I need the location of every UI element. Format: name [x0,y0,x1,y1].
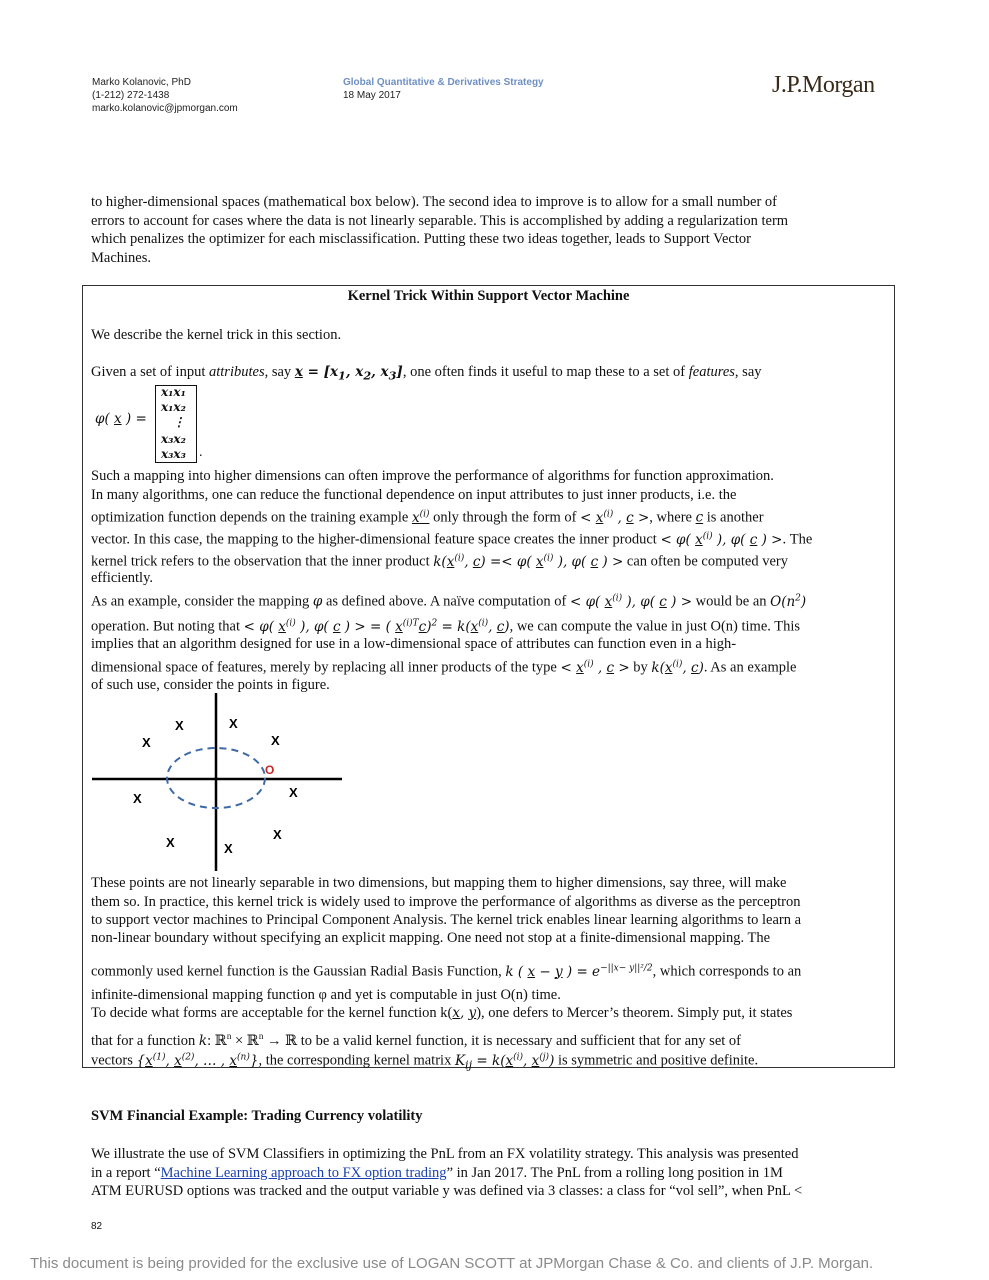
box-line: dimensional space of features, merely by replacing all inner products of the type < $x^{(i)}$ , c > by $k(x^{(i)}$, c). As an example [91,659,797,676]
box-line: infinite-dimensional mapping function φ and yet is computable in just O(n) time. [91,987,561,1003]
intro-line: which penalizes the optimizer for each misclassification. Putting these two ideas together, leads to Support Vector [91,231,751,247]
jpmorgan-logo: J.P.Morgan [772,72,875,98]
x-mark: X [289,785,298,800]
intro-line: errors to account for cases where the data is not linearly separable. This is accomplished by adding a regularization term [91,212,789,229]
intro-line: to higher-dimensional spaces (mathematical box below). The second idea to improve is to allow for a small number of [91,194,777,210]
matrix-row: x₃x₂ [161,432,186,446]
matrix-row: ⋮ [173,415,185,429]
section-line: We illustrate the use of SVM Classifiers in optimizing the PnL from an FX volatility strategy. This analysis was presented [91,1146,799,1162]
report-link[interactable]: Machine Learning approach to FX option trading [160,1164,447,1181]
box-line: implies that an algorithm designed for use in a low-dimensional space of attributes can function even in a high- [91,636,737,652]
box-line: to support vector machines to Principal Component Analysis. The kernel trick enables linear learning algorithms to learn a [91,912,802,928]
author-block [92,76,238,115]
x-mark: X [166,835,175,850]
box-line: commonly used kernel function is the Gaussian Radial Basis Function, k ( x − y ) = $e^{-||x- y||^2/2}$, which corresponds to an [91,963,802,980]
x-mark: X [229,716,238,731]
matrix-row: x₃x₃ [161,447,186,461]
box-line: Such a mapping into higher dimensions can often improve the performance of algorithms for function approximation. [91,468,774,484]
box-line: of such use, consider the points in figure. [91,677,330,693]
department: Global Quantitative & Derivatives Strategy [343,77,544,88]
report-meta [343,76,544,102]
box-line: them so. In practice, this kernel trick is widely used to improve the performance of algorithms as diverse as the perceptron [91,894,801,910]
box-intro: We describe the kernel trick in this section. [91,327,342,343]
o-mark: O [265,763,275,777]
box-title: Kernel Trick Within Support Vector Machine [347,288,630,304]
box-line: that for a function k: ℝ$^n$ × ℝ$^n$ → ℝ to be a valid kernel function, it is necessary and sufficient that for any set of [91,1031,741,1049]
x-mark: X [224,841,233,856]
author-email[interactable]: marko.kolanovic@jpmorgan.com [92,103,238,114]
box-line: vectors {$x^{(1)}$, $x^{(2)}$, … , $x^{(n)}$}, the corresponding kernel matrix $K_{ij} = k(x^{(i)}$, $x^{(j)}$) is symmetric and positive definite. [91,1052,759,1072]
author-phone: (1-212) 272-1438 [92,90,170,101]
matrix-row: x₁x₂ [161,400,186,414]
box-line: As an example, consider the mapping φ as defined above. A naïve computation of < φ( $x^{(i)}$ ), φ( c ) > would be an $O(n^2)$ [91,593,807,610]
page-number: 82 [91,1221,103,1232]
section-paragraph [91,1145,891,1201]
box-line: These points are not linearly separable in two dimensions, but mapping them to higher dimensions, say three, will make [91,875,787,891]
x-mark: X [271,733,280,748]
section-title: SVM Financial Example: Trading Currency volatility [91,1108,423,1124]
intro-paragraph [91,193,891,267]
given-line: Given a set of input attributes, say $x = [x_1$, $x_2$, $x_3$], one often finds it useful to map these to a set of features, say [91,364,762,383]
author-name: Marko Kolanovic, PhD [92,77,191,88]
x-mark: X [273,827,282,842]
kernel-trick-box: Kernel Trick Within Support Vector Machine We describe the kernel trick in this section. Given a set of input attributes, say $x = [x_1$, $x_2$, $x_3$], one often finds it useful to map these to a set of features, say φ( x ) = x₁x₁ x₁x₂ ⋮ x₃x₂ x₃x₃ . Such a mapping into higher dimensions can often improve the performance of algorithms for function approximation. In many algorithms, one can reduce the functional dependence on input attributes to just inner products, i.e. the optimization function depends on the training example $x^{(i)}$ only through the form of < $x^{(i)}$ , c >, where c is another vector. In this case, the mapping to the higher-dimensional feature space creates the inner product < φ( $x^{(i)}$ ), φ( c ) >. The kernel trick refers to the observation that the inner product $k(x^{(i)}$, c) =< φ( $x^{(i)}$ ), φ( c ) > can often be computed very efficiently. As an example, consider the mapping φ as defined above. A naïve computation of < φ( $x^{(i)}$ ), φ( c ) > would be an $O(n^2)$ operation. But noting that < φ( $x^{(i)}$ ), φ( c ) > = ( $x^{(i)T}c)^2 = k(x^{(i)}$, c), we can compute the value in just O(n) time. This implies that an algorithm designed for use in a low-dimensional space of attributes can function even in a high- dimensional space of features, merely by replacing all inner products of the type < $x^{(i)}$ , c > by $k(x^{(i)}$, c). As an example of such use, consider the points in figure. X X X X O X X X X X These points are not linearly separable in two dimensions, but mapping them to higher dimensions, say three, will make them so. In practice, this kernel trick is widely used to improve the performance of algorithms as diverse as the perceptron to support vector machines to Principal Component Analysis. The kernel trick enables linear learning algorithms to learn a non-linear boundary without specifying an explicit mapping. One need not stop at a finite-dimensional mapping. The commonly used kernel function is the Gaussian Radial Basis Function, k ( x − y ) = $e^{-||x- y||^2/2}$, which corresponds to an infinite-dimensional mapping function φ and yet is computable in just O(n) time. To decide what forms are acceptable for the kernel function k(x, y), one defers to Mercer’s theorem. Simply put, it states that for a function k: ℝ$^n$ × ℝ$^n$ → ℝ to be a valid kernel function, it is necessary and sufficient that for any set of vectors {$x^{(1)}$, $x^{(2)}$, … , $x^{(n)}$}, the corresponding kernel matrix $K_{ij} = k(x^{(i)}$, $x^{(j)}$) is symmetric and positive definite. [82,285,895,1068]
box-line: To decide what forms are acceptable for the kernel function k(x, y), one defers to Mercer’s theorem. Simply put, it states [91,1005,793,1021]
section-line: ATM EURUSD options was tracked and the output variable y was defined via 3 classes: a class for “vol sell”, when PnL < [91,1183,803,1199]
box-line: kernel trick refers to the observation that the inner product $k(x^{(i)}$, c) =< φ( $x^{(i)}$ ), φ( c ) > can often be computed very [91,553,788,570]
box-line: efficiently. [91,570,154,586]
box-line: optimization function depends on the training example $x^{(i)}$ only through the form of < $x^{(i)}$ , c >, where c is another [91,509,764,526]
kernel-scatter-figure [88,691,348,876]
report-date: 18 May 2017 [343,90,401,101]
box-line: non-linear boundary without specifying an explicit mapping. One need not stop at a finite-dimensional mapping. The [91,930,771,946]
box-line: vector. In this case, the mapping to the higher-dimensional feature space creates the inner product < φ( $x^{(i)}$ ), φ( c ) >. The [91,531,813,548]
matrix-row: x₁x₁ [161,385,186,399]
x-mark: X [175,718,184,733]
box-line: In many algorithms, one can reduce the functional dependence on input attributes to just inner products, i.e. the [91,487,737,503]
footer-disclaimer: This document is being provided for the exclusive use of LOGAN SCOTT at JPMorgan Chase & Co. and clients of J.P. Morgan. [30,1255,874,1272]
phi-label: φ( x ) = [95,411,147,427]
x-mark: X [133,791,142,806]
intro-line: Machines. [91,249,151,266]
section-line: in a report “Machine Learning approach to FX option trading” in Jan 2017. The PnL from a rolling long position in 1M [91,1164,783,1181]
x-mark: X [142,735,151,750]
box-line: operation. But noting that < φ( $x^{(i)}$ ), φ( c ) > = ( $x^{(i)T}c)^2 = k(x^{(i)}$, c), we can compute the value in just O(n) time. This [91,618,801,635]
